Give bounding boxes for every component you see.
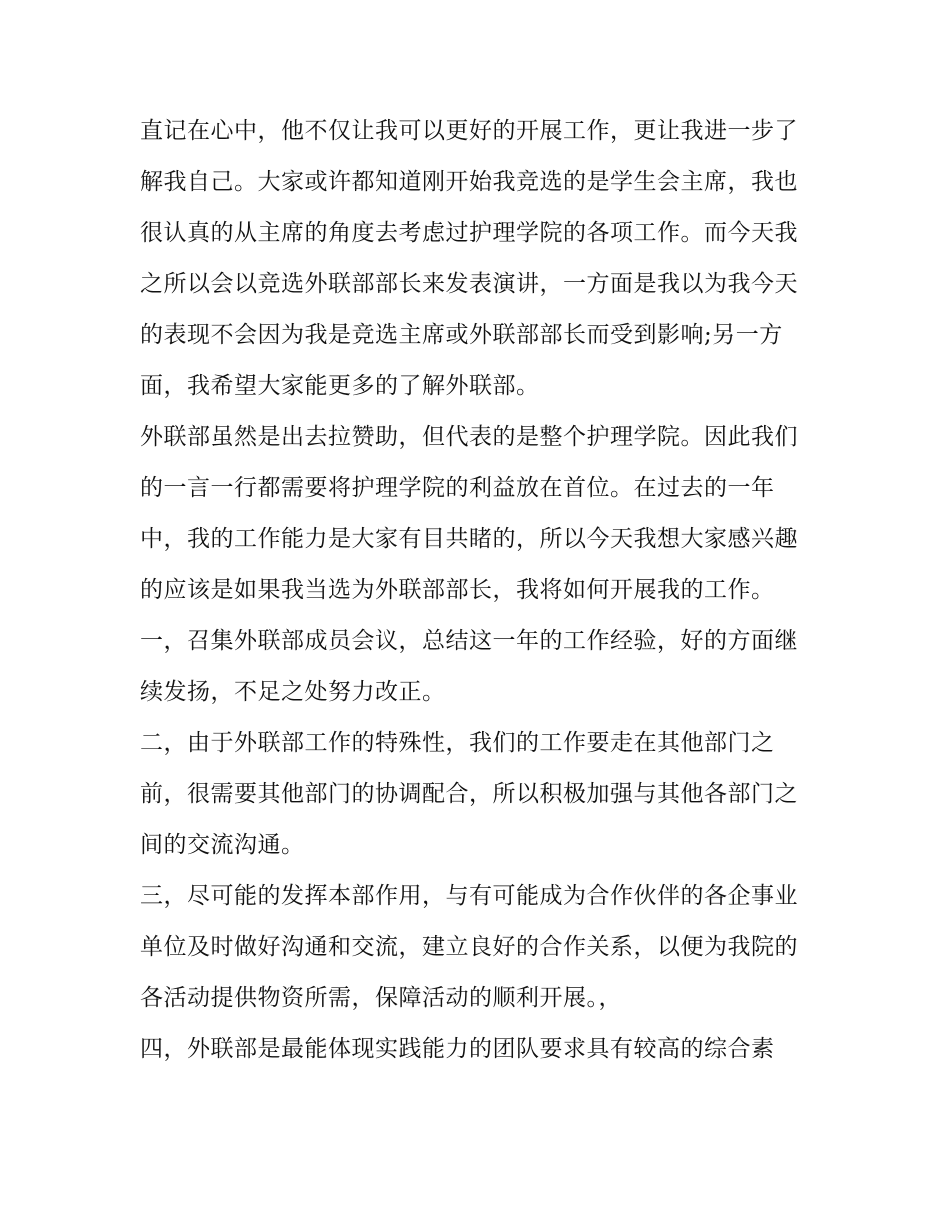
paragraph: 一，召集外联部成员会议，总结这一年的工作经验，好的方面继续发扬，不足之处努力改正。 <box>140 628 798 705</box>
document-body <box>140 106 812 1075</box>
paragraph: 三，尽可能的发挥本部作用，与有可能成为合作伙伴的各企事业单位及时做好沟通和交流，建立良好的合作关系，以便为我院的各活动提供物资所需，保障活动的顺利开展。， <box>140 883 798 1011</box>
paragraph: 四，外联部是最能体现实践能力的团队要求具有较高的综合素 <box>140 1036 775 1062</box>
paragraph: 二，由于外联部工作的特殊性，我们的工作要走在其他部门之前，很需要其他部门的协调配合，所以积极加强与其他各部门之间的交流沟通。 <box>140 730 798 858</box>
paragraph: 外联部虽然是出去拉赞助，但代表的是整个护理学院。因此我们的一言一行都需要将护理学院的利益放在首位。在过去的一年中，我的工作能力是大家有目共睹的，所以今天我想大家感兴趣的应该是如果我当选为外联部部长，我将如何开展我的工作。 <box>140 424 798 603</box>
paragraph: 直记在心中，他不仅让我可以更好的开展工作，更让我进一步了解我自己。大家或许都知道刚开始我竞选的是学生会主席，我也很认真的从主席的角度去考虑过护理学院的各项工作。而今天我之所以会以竞选外联部部长来发表演讲，一方面是我以为我今天的表现不会因为我是竞选主席或外联部部长而受到影响;另一方面，我希望大家能更多的了解外联部。 <box>140 118 798 399</box>
